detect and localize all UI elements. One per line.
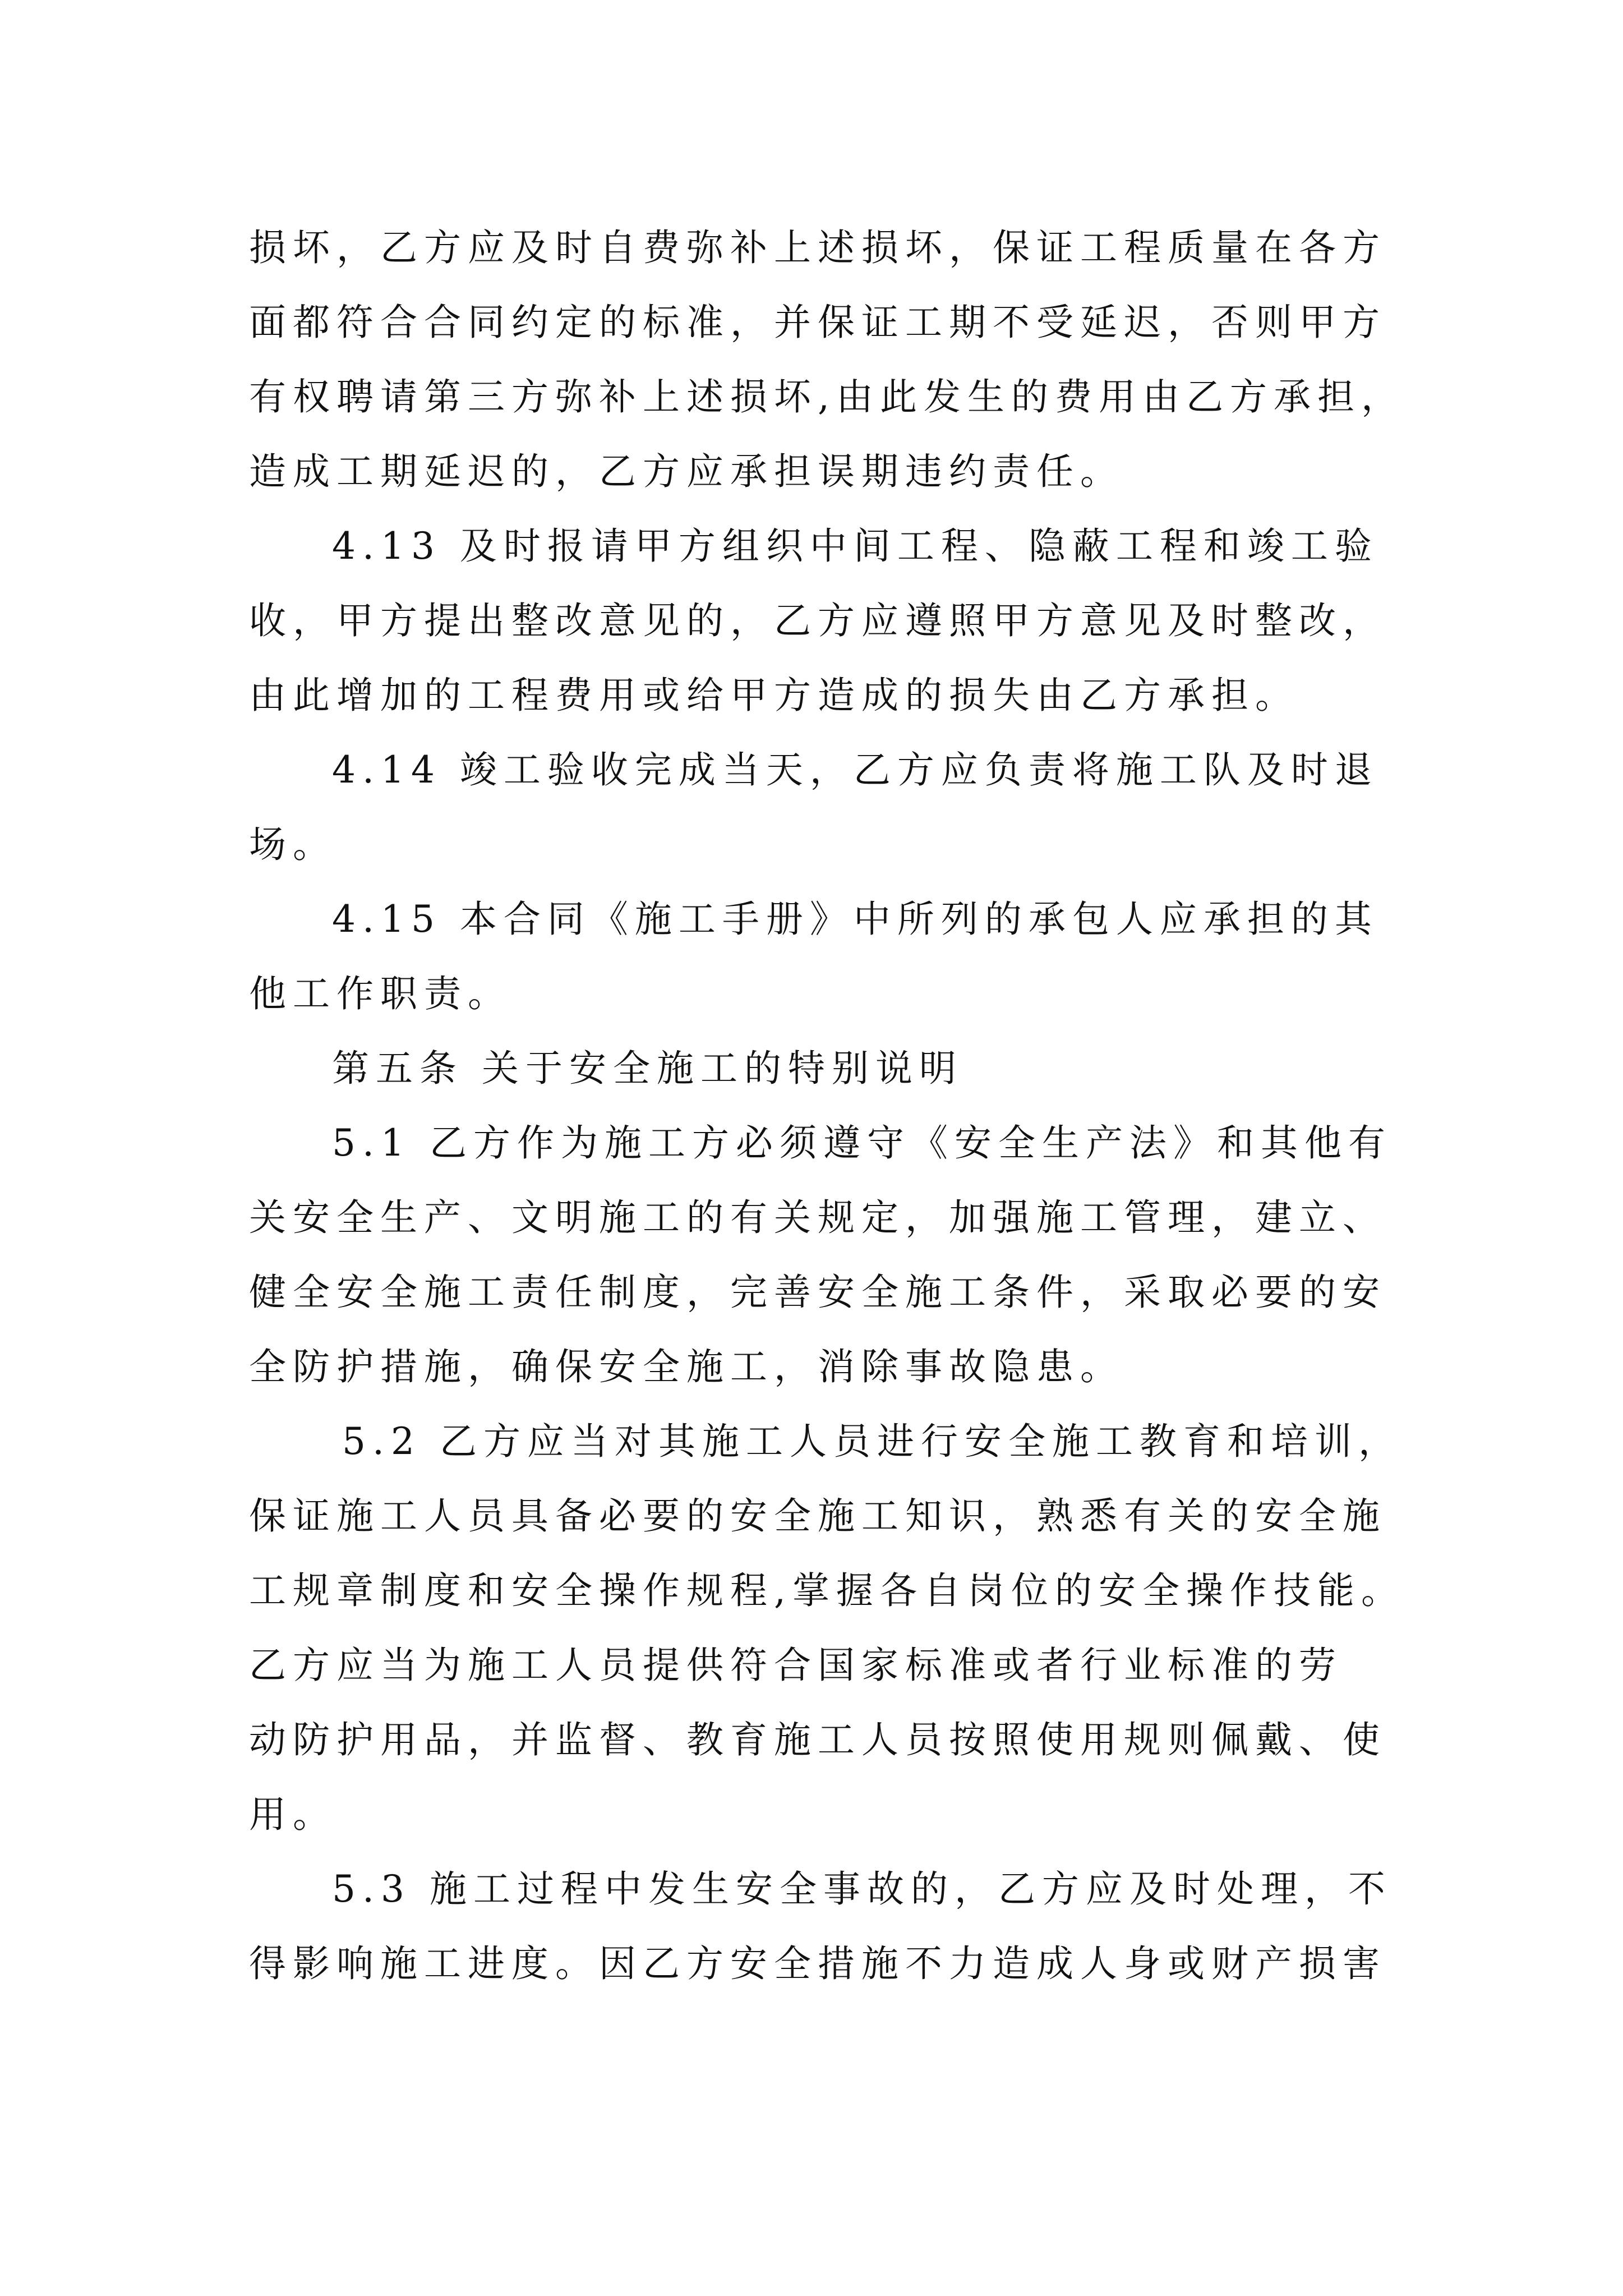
body-text-line: 乙方应当为施工人员提供符合国家标准或者行业标准的劳 <box>249 1644 1343 1687</box>
body-text-line: 场。 <box>249 823 336 866</box>
body-text-line: 有权聘请第三方弥补上述损坏,由此发生的费用由乙方承担， <box>249 375 1405 418</box>
body-text-line: 面都符合合同约定的标准，并保证工期不受延迟，否则甲方 <box>249 301 1386 344</box>
body-text-line: 用。 <box>249 1793 336 1836</box>
body-text-line: 保证施工人员具备必要的安全施工知识，熟悉有关的安全施 <box>249 1494 1386 1538</box>
clause-5-3: 5.3 施工过程中发生安全事故的，乙方应及时处理，不 <box>332 1867 1392 1911</box>
clause-5-1: 5.1 乙方作为施工方必须遵守《安全生产法》和其他有 <box>332 1121 1392 1165</box>
article-5-heading: 第五条 关于安全施工的特别说明 <box>332 1047 963 1090</box>
body-text-line: 损坏，乙方应及时自费弥补上述损坏，保证工程质量在各方 <box>249 226 1386 269</box>
body-text-line: 动防护用品，并监督、教育施工人员按照使用规则佩戴、使 <box>249 1718 1386 1761</box>
clause-4-15: 4.15 本合同《施工手册》中所列的承包人应承担的其 <box>332 898 1378 941</box>
body-text-line: 关安全生产、文明施工的有关规定，加强施工管理，建立、 <box>249 1196 1386 1239</box>
body-text-line: 得影响施工进度。因乙方安全措施不力造成人身或财产损害 <box>249 1942 1386 1985</box>
clause-4-13: 4.13 及时报请甲方组织中间工程、隐蔽工程和竣工验 <box>332 524 1378 568</box>
body-text-line: 他工作职责。 <box>249 972 511 1015</box>
body-text-line: 工规章制度和安全操作规程,掌握各自岗位的安全操作技能。 <box>249 1569 1405 1612</box>
body-text-line: 全防护措施，确保安全施工，消除事故隐患。 <box>249 1345 1124 1388</box>
body-text-line: 收，甲方提出整改意见的，乙方应遵照甲方意见及时整改， <box>249 599 1386 642</box>
body-text-line: 由此增加的工程费用或给甲方造成的损失由乙方承担。 <box>249 674 1299 717</box>
clause-5-2: 5.2 乙方应当对其施工人员进行安全施工教育和培训， <box>342 1420 1402 1463</box>
body-text-line: 健全安全施工责任制度，完善安全施工条件，采取必要的安 <box>249 1271 1386 1314</box>
body-text-line: 造成工期延迟的，乙方应承担误期违约责任。 <box>249 450 1124 493</box>
clause-4-14: 4.14 竣工验收完成当天，乙方应负责将施工队及时退 <box>332 748 1378 792</box>
